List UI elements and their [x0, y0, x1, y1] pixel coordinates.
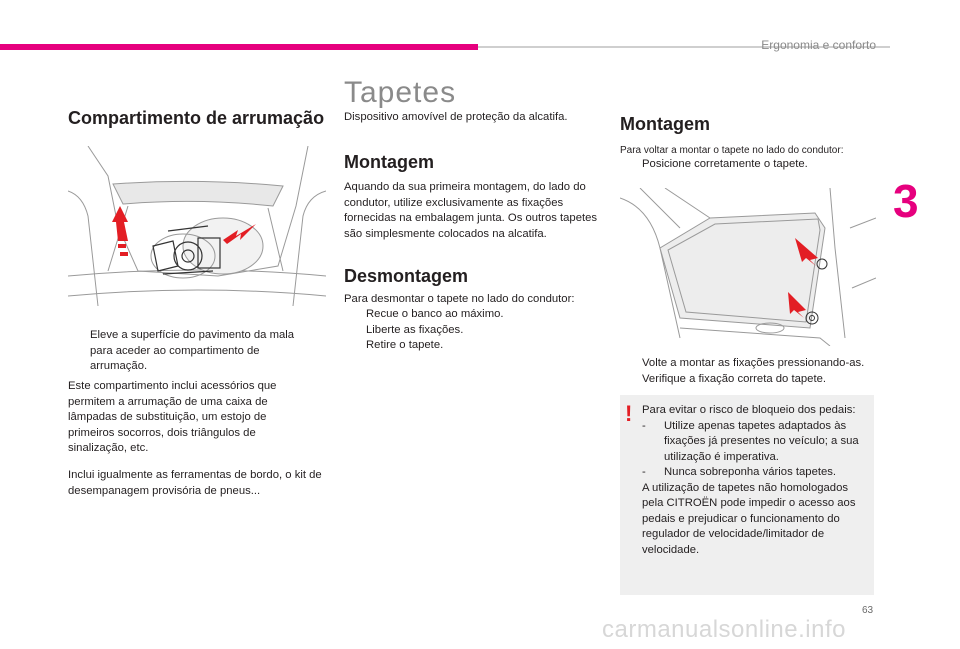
- montagem-text: Aquando da sua primeira montagem, do lado do condutor, utilize exclusivamente as fixações fornecidas na embalagem junta. Os outros tapetes são simplesmente colocados na alcatifa.: [344, 181, 598, 240]
- bullet-icon: [344, 307, 366, 323]
- list-item: Volte a montar as fixações pressionando-as.: [620, 356, 882, 372]
- list-item: Retire o tapete.: [344, 338, 602, 354]
- bullet-icon: [620, 372, 642, 388]
- warning-text: A utilização de tapetes não homologados pela CITROËN pode impedir o acesso aos pedais e prejudicar o funcionamento do regulador de velocidade/limitador de velocidade.: [642, 481, 856, 556]
- desmontagem-intro: Para desmontar o tapete no lado do condutor:: [344, 293, 575, 305]
- list-item: [68, 328, 298, 375]
- storage-paragraph-1: Este compartimento inclui acessórios que permitem a arrumação de uma caixa de lâmpadas de substituição, um estojo de primeiros socorros, dois triângulos de sinalização, etc.: [68, 380, 277, 454]
- warning-intro: Para evitar o risco de bloqueio dos pedais:: [642, 404, 856, 416]
- bullet-icon: [620, 356, 642, 372]
- bullet-icon: [620, 157, 642, 173]
- montagem-right-intro: Para voltar a montar o tapete no lado do condutor:: [620, 145, 844, 156]
- montagem-right-heading: Montagem: [620, 114, 710, 134]
- warning-box: [620, 395, 874, 595]
- list-item: Verifique a fixação correta do tapete.: [620, 372, 882, 388]
- warning-content: [642, 403, 870, 558]
- mats-intro: Dispositivo amovível de proteção da alcatifa.: [344, 111, 568, 123]
- desmontagem-steps: [344, 307, 602, 354]
- list-item: Liberte as fixações.: [344, 323, 602, 339]
- trunk-storage-illustration: [68, 146, 326, 314]
- bullet-icon: [344, 323, 366, 339]
- bullet-icon: [344, 338, 366, 354]
- header-accent-bar: [0, 44, 478, 50]
- storage-bullet-text: Eleve a superfície do pavimento da mala para aceder ao compartimento de arrumação.: [90, 329, 295, 372]
- montagem-right-steps: [620, 356, 882, 387]
- warning-icon: !: [625, 401, 633, 426]
- page-title: Tapetes: [344, 76, 457, 109]
- list-item: Posicione corretamente o tapete.: [620, 157, 878, 173]
- chapter-number: 3: [893, 175, 919, 227]
- storage-heading: Compartimento de arrumação: [68, 108, 325, 128]
- page-number: 63: [862, 605, 874, 616]
- list-item: Recue o banco ao máximo.: [344, 307, 602, 323]
- watermark: carmanualsonline.info: [602, 616, 846, 643]
- list-item: - Utilize apenas tapetes adaptados às fixações já presentes no veículo; a sua utilização é imperativa.: [642, 419, 859, 463]
- storage-paragraph-2: Inclui igualmente as ferramentas de bordo, o kit de desempanagem provisória de pneus...: [68, 469, 322, 497]
- bullet-icon: [68, 328, 90, 375]
- list-item: - Nunca sobreponha vários tapetes.: [642, 466, 837, 478]
- desmontagem-heading: Desmontagem: [344, 266, 469, 286]
- floor-mat-illustration: [620, 188, 876, 346]
- section-title: Ergonomia e conforto: [761, 38, 876, 52]
- montagem-heading: Montagem: [344, 152, 434, 172]
